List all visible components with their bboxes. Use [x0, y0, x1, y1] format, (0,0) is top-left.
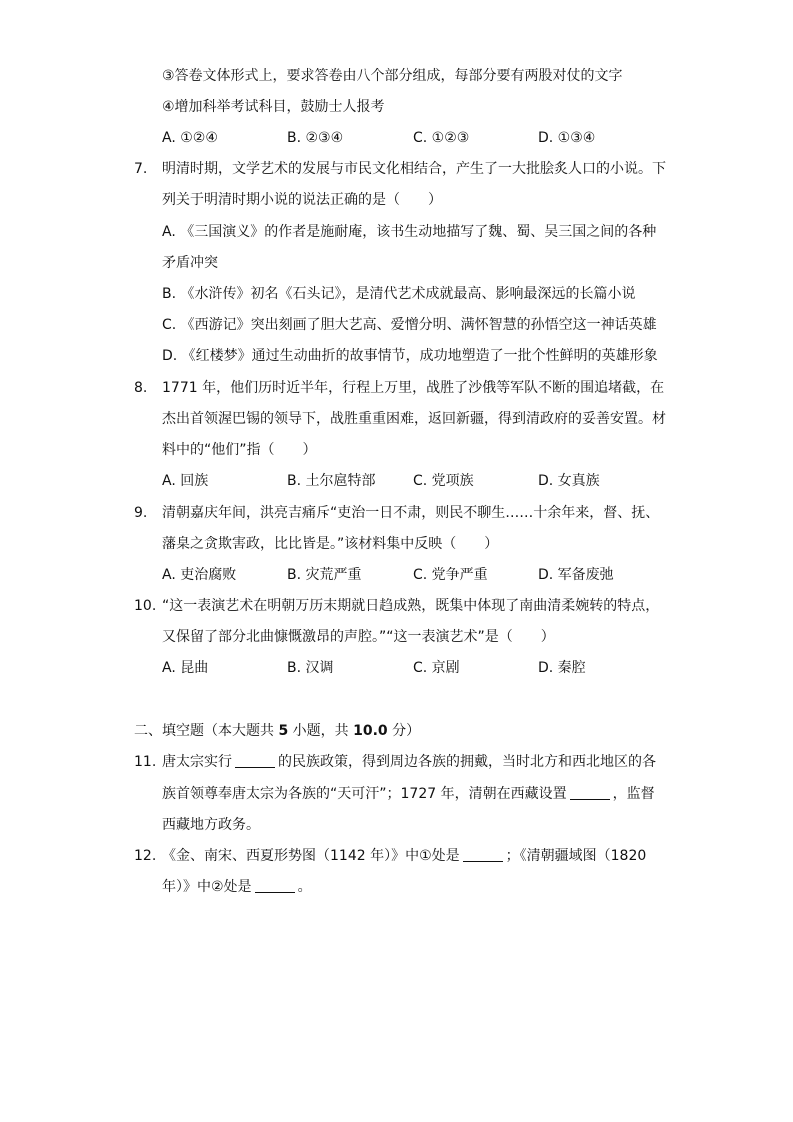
q8-number: 8.	[134, 380, 148, 396]
q8-stem-line-1: 1771 年，他们历时近半年，行程上万里，战胜了沙俄等军队不断的围追堵截，在	[162, 380, 665, 396]
q11-number: 11.	[134, 754, 157, 770]
q12-text-1b: ；《清朝疆域图（1820	[505, 848, 647, 864]
section-2-count: 5	[278, 723, 289, 739]
q7-option-d: D. 《红楼梦》通过生动曲折的故事情节，成功地塑造了一批个性鲜明的英雄形象	[162, 348, 658, 364]
q7-stem-line-1: 明清时期，文学艺术的发展与市民文化相结合，产生了一大批脍炙人口的小说。下	[162, 161, 666, 177]
section-2-suffix: 分）	[387, 723, 421, 739]
q7-stem-line-2: 列关于明清时期小说的说法正确的是（ ）	[162, 192, 442, 208]
section-2-heading	[134, 721, 420, 741]
q11-text-2a: 族首领尊奉唐太宗为各族的“天可汗”；1727 年，清朝在西藏设置	[162, 786, 567, 802]
q7-option-b: B. 《水浒传》初名《石头记》，是清代艺术成就最高、影响最深远的长篇小说	[162, 286, 636, 302]
section-2-prefix: 二、填空题（本大题共	[134, 723, 279, 739]
q7-option-a-line-1: A. 《三国演义》的作者是施耐庵，该书生动地描写了魏、蜀、吴三国之间的各种	[162, 224, 657, 240]
q6-option-a: A. ①②④	[162, 130, 218, 146]
q11-text-1a: 唐太宗实行	[162, 754, 232, 770]
q9-option-a: A. 吏治腐败	[162, 567, 237, 583]
q10-stem-line-2: 又保留了部分北曲慷慨激昂的声腔。”“这一表演艺术”是（ ）	[162, 629, 555, 645]
q11-line-3: 西藏地方政务。	[162, 817, 260, 833]
section-2-score: 10.0	[353, 723, 388, 739]
q11-answer-blank-1[interactable]	[235, 753, 275, 768]
q12-answer-blank-1[interactable]	[463, 847, 503, 862]
q12-text-2a: 年）》中②处是	[162, 879, 252, 895]
q12-number: 12.	[134, 848, 157, 864]
q7-option-a-line-2: 矛盾冲突	[162, 255, 218, 271]
q12-line-1	[162, 846, 646, 866]
q9-stem-line-2: 藩臬之贪欺害政，比比皆是。”该材料集中反映（ ）	[162, 536, 499, 552]
q12-line-2	[162, 877, 312, 897]
q7-number: 7.	[134, 161, 148, 177]
q12-text-2b: 。	[297, 879, 312, 895]
q6-option-b: B. ②③④	[287, 130, 344, 146]
q10-option-d: D. 秦腔	[538, 660, 586, 676]
q11-text-1b: 的民族政策，得到周边各族的拥戴，当时北方和西北地区的各	[278, 754, 656, 770]
q11-text-2b: ，监督	[612, 786, 655, 802]
q8-option-d: D. 女真族	[538, 473, 600, 489]
q11-answer-blank-2[interactable]	[570, 785, 610, 800]
q9-option-b: B. 灾荒严重	[287, 567, 362, 583]
q12-text-1a: 《金、南宋、西夏形势图（1142 年）》中①处是	[162, 848, 460, 864]
q6-item-3: ③答卷文体形式上，要求答卷由八个部分组成，每部分要有两股对仗的文字	[162, 68, 623, 84]
q8-option-b: B. 土尔扈特部	[287, 473, 376, 489]
q6-item-4: ④增加科举考试科目，鼓励士人报考	[162, 99, 385, 115]
q8-option-a: A. 回族	[162, 473, 209, 489]
q9-number: 9.	[134, 505, 148, 521]
q9-option-d: D. 军备废弛	[538, 567, 614, 583]
q9-option-c: C. 党争严重	[413, 567, 488, 583]
q10-option-c: C. 京剧	[413, 660, 460, 676]
q10-option-b: B. 汉调	[287, 660, 334, 676]
q11-line-1	[162, 752, 656, 772]
section-2-mid: 小题，共	[288, 723, 354, 739]
q12-answer-blank-2[interactable]	[255, 878, 295, 893]
q7-option-c: C. 《西游记》突出刻画了胆大艺高、爱憎分明、满怀智慧的孙悟空这一神话英雄	[162, 317, 657, 333]
q10-stem-line-1: “这一表演艺术在明朝万历末期就日趋成熟，既集中体现了南曲清柔婉转的特点，	[162, 598, 660, 614]
q8-stem-line-3: 料中的“他们”指（ ）	[162, 442, 317, 458]
q9-stem-line-1: 清朝嘉庆年间，洪亮吉痛斥“吏治一日不肃，则民不聊生……十余年来，督、抚、	[162, 505, 660, 521]
q6-option-c: C. ①②③	[413, 130, 470, 146]
q8-stem-line-2: 杰出首领渥巴锡的领导下，战胜重重困难，返回新疆，得到清政府的妥善安置。材	[162, 411, 666, 427]
q11-line-2	[162, 784, 655, 804]
q10-option-a: A. 昆曲	[162, 660, 209, 676]
q10-number: 10.	[134, 598, 157, 614]
q6-option-d: D. ①③④	[538, 130, 596, 146]
q8-option-c: C. 党项族	[413, 473, 474, 489]
